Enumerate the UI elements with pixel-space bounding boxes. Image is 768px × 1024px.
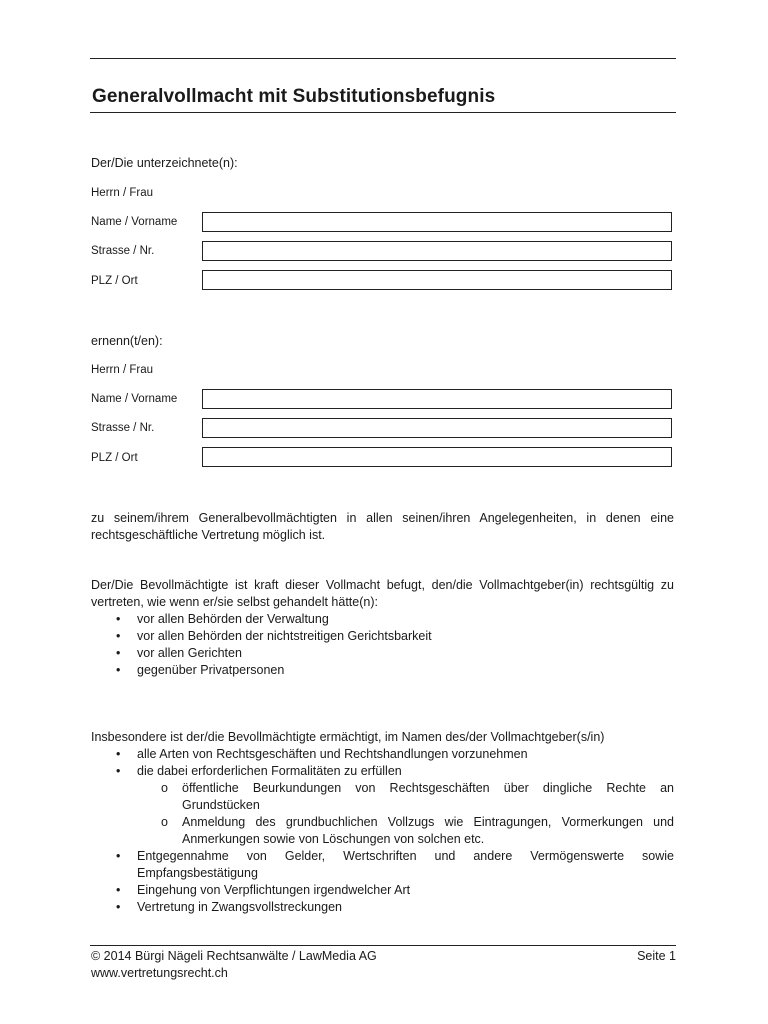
authority-line-2: vertreten, wie wenn er/sie selbst gehandelt hätte(n): [91,595,378,609]
sub-item-2-line-2: Anmerkungen sowie von Löschungen von solchen etc. [182,832,485,846]
list-item: • gegenüber Privatpersonen [91,662,674,679]
sub-list-item [91,814,674,848]
principal-street-label: Strasse / Nr. [91,245,155,257]
list-item: • Eingehung von Verpflichtungen irgendwelcher Art [91,882,674,899]
appointment-line-2: rechtsgeschäftliche Vertretung möglich ist. [91,528,326,542]
authority-line-1: Der/Die Bevollmächtigte ist kraft dieser Vollmacht befugt, den/die Vollmachtgeber(in) rechtsgültig zu [91,578,674,592]
agent-salutation: Herrn / Frau [91,364,153,376]
list-item: • vor allen Behörden der nichtstreitigen Gerichtsbarkeit [91,628,674,645]
agent-city-label: PLZ / Ort [91,452,138,464]
principal-city-label: PLZ / Ort [91,275,138,287]
special-intro: Insbesondere ist der/die Bevollmächtigte ermächtigt, im Namen des/der Vollmachtgeber(s/in) [91,730,605,744]
footer-website[interactable]: www.vertretungsrecht.ch [91,966,228,980]
agent-city-field[interactable] [202,447,672,467]
item-3-line-2: Empfangsbestätigung [137,866,258,880]
principal-name-field[interactable] [202,212,672,232]
list-item [91,848,674,882]
agent-heading: ernenn(t/en): [91,334,163,348]
agent-name-label: Name / Vorname [91,393,178,405]
footer-copyright: © 2014 Bürgi Nägeli Rechtsanwälte / LawMedia AG [91,949,377,963]
item-3-line-1: • Entgegennahme von Gelder, Wertschriften und andere Vermögenswerte sowie [137,849,674,863]
authority-list [91,611,674,679]
list-item: • Vertretung in Zwangsvollstreckungen [91,899,674,916]
list-item: • die dabei erforderlichen Formalitäten zu erfüllen [91,763,674,780]
footer-rule [90,945,676,946]
principal-street-field[interactable] [202,241,672,261]
agent-street-label: Strasse / Nr. [91,422,155,434]
sub-list-item [91,780,674,814]
authority-paragraph [91,577,674,611]
list-item: • vor allen Gerichten [91,645,674,662]
list-item: • alle Arten von Rechtsgeschäften und Rechtshandlungen vorzunehmen [91,746,674,763]
sub-item-1-line-1: o öffentliche Beurkundungen von Rechtsgeschäften über dingliche Rechte an [182,781,674,795]
title-underline [90,112,676,113]
top-rule [90,58,676,59]
list-item: • vor allen Behörden der Verwaltung [91,611,674,628]
principal-city-field[interactable] [202,270,672,290]
principal-heading: Der/Die unterzeichnete(n): [91,156,238,170]
agent-street-field[interactable] [202,418,672,438]
appointment-paragraph [91,510,674,544]
agent-name-field[interactable] [202,389,672,409]
sub-item-1-line-2: Grundstücken [182,798,260,812]
appointment-line-1: zu seinem/ihrem Generalbevollmächtigten in allen seinen/ihren Angelegenheiten, in denen eine [91,511,674,525]
page-title: Generalvollmacht mit Substitutionsbefugnis [92,86,496,107]
footer-page-number: Seite 1 [637,949,676,963]
sub-item-2-line-1: o Anmeldung des grundbuchlichen Vollzugs wie Eintragungen, Vormerkungen und [182,815,674,829]
principal-name-label: Name / Vorname [91,216,178,228]
principal-salutation: Herrn / Frau [91,187,153,199]
special-list [91,746,674,916]
